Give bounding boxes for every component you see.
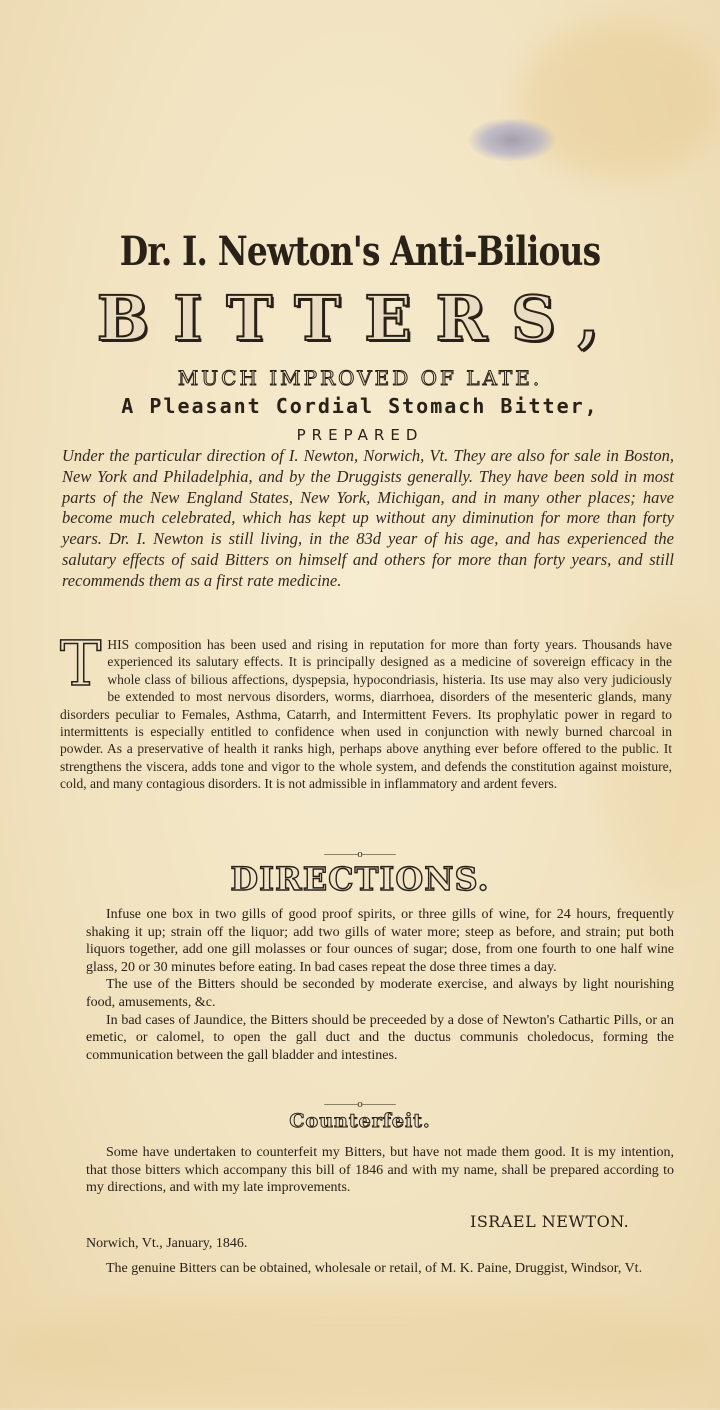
title-improved: MUCH IMPROVED OF LATE. [177,366,543,390]
directions-text [86,906,674,1064]
title-bitters: BITTERS, [96,282,624,355]
directions-paragraph-2: The use of the Bitters should be seconded by moderate exercise, and always by light nourishing food, amusements, &c. [86,977,674,1010]
divider: ———o——— [324,848,396,860]
drop-cap: T [60,627,102,700]
directions-paragraph-1: Infuse one box in two gills of good proof spirits, or three gills of wine, for 24 hours, frequently shaking it up; strain off the liquor; add two gills of water more; steep as before, and strain; put both liquors together, add one gill molasses or four ounces of sugar; dose, from one fourth to one half wine glass, 20 or 30 minutes before eating. In bad cases repeat the dose three times a day. [86,907,674,975]
ornament-mark [468,118,556,162]
signature: ISRAEL NEWTON. [470,1212,630,1231]
directions-heading: DIRECTIONS. [230,860,490,898]
title-cordial: A Pleasant Cordial Stomach Bitter, [121,394,599,418]
composition-text: HIS composition has been used and rising in reputation for more than forty years. Thousands have experienced its salutary effects. It is principally designed as a medicine of sovereign efficacy in the whole class of bilious affections, dyspepsia, hypocondriasis, histeria. Its use may also very judiciously be extended to most nervous disorders, worms, diarrhoea, disorders of the mesenteric glands, many disorders peculiar to Females, Asthma, Catarrh, and Intermittent Fevers. Its prophylatic power in regard to intermittents is especially entitled to confidence when used in conjunction with newly burned charcoal in powder. As a preservative of health it ranks high, perhaps above anything ever before offered to the public. It strengthens the viscera, adds tone and vigor to the whole system, and defends the constitution against moisture, cold, and many contagious disorders. It is not admissible in inflammatory and ardent fevers. [60,637,672,792]
paper-stain [0,1290,720,1410]
title-line-1: Dr. I. Newton's Anti-Bilious [119,228,601,275]
intro-paragraph: Under the particular direction of I. Newton, Norwich, Vt. They are also for sale in Boston, New York and Philadelphia, and by the Druggists generally. They have been sold in most parts of the New England States, New York, Michigan, and in many other places; have become much celebrated, which has kept up without any diminution for more than forty years. Dr. I. Newton is still living, in the 83d year of his age, and has experienced the salutary effects of said Bitters on himself and others for more than forty years, and still recommends them as a first rate medicine. [62,446,674,590]
counterfeit-text [86,1144,674,1197]
title-prepared: PREPARED [296,426,424,444]
paper-stain [520,20,720,180]
composition-paragraph [60,627,672,793]
directions-paragraph-3: In bad cases of Jaundice, the Bitters should be preceeded by a dose of Newton's Cathartic Pills, or an emetic, or calomel, to open the gall duct and the ductus communis choledocus, forming the communication between the gall bladder and intestines. [86,1012,674,1063]
dateline: Norwich, Vt., January, 1846. [86,1236,248,1251]
divider: ———o——— [324,1098,396,1110]
counterfeit-heading: Counterfeit. [289,1110,431,1132]
footer-note: The genuine Bitters can be obtained, wholesale or retail, of M. K. Paine, Druggist, Windsor, Vt. [106,1261,643,1276]
counterfeit-paragraph: Some have undertaken to counterfeit my Bitters, but have not made them good. It is my intention, that those bitters which accompany this bill of 1846 and with my name, shall be prepared according to my directions, and with my late improvements. [86,1145,674,1196]
